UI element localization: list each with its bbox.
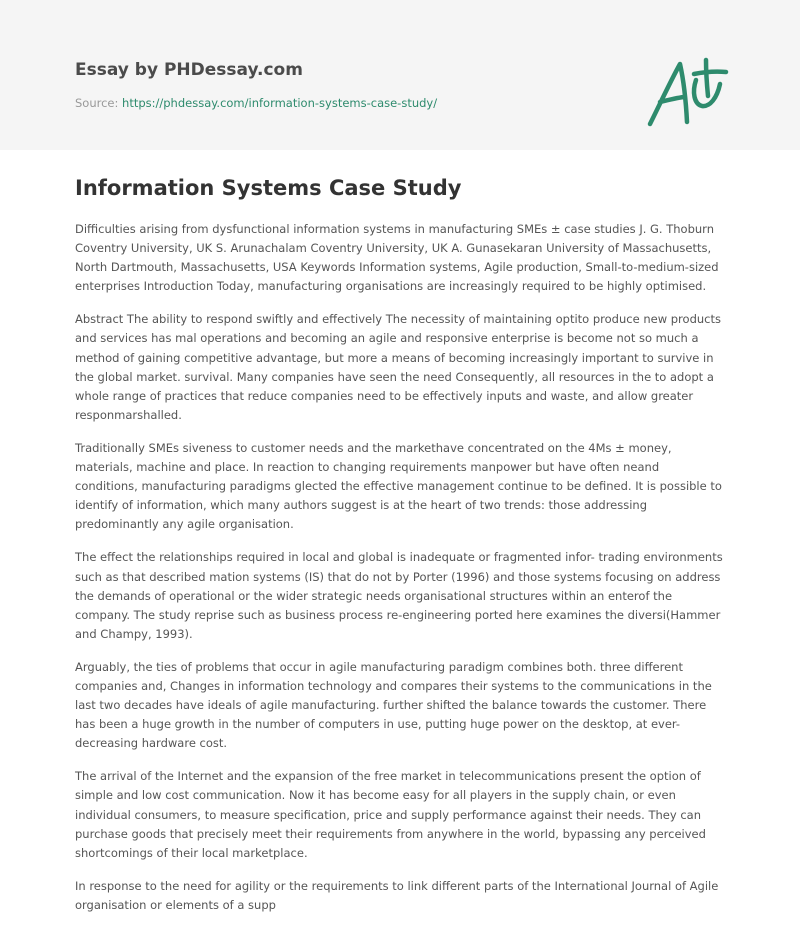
paragraph: Arguably, the ties of problems that occur in agile manufacturing paradigm combines both. three different companies and, Changes in information technology and compares their systems to the communications in the last two decades have ideals of agile manufacturing. further shifted the balance towards the customer. There has been a huge growth in the number of computers in use, putting huge power on the desktop, at ever-decreasing hardware cost. xyxy=(75,659,712,751)
source-line xyxy=(75,96,437,110)
paragraph: The effect the relationships required in local and global is inadequate or fragmented infor- trading environments such as that described mation systems (IS) that do not by Porter (1996) and those systems focusing on address the demands of operational or the wider strategic needs organisational structures within an enterof the company. The study reprise such as business process re-engineering ported here examines the diversi(Hammer and Champy, 1993). xyxy=(75,550,723,641)
article-body xyxy=(75,220,725,929)
source-label: Source: xyxy=(75,96,123,110)
paragraph: Abstract The ability to respond swiftly and effectively The necessity of maintaining optito produce new products and services has mal operations and becoming an agile and responsive enterprise is become not so much a method of gaining competitive advantage, but more a means of becoming increasingly important to survive in the global market. survival. Many companies have seen the need Consequently, all resources in the to adopt a whole range of practices that reduce companies need to be effectively inputs and waste, and allow greater responmarshalled. xyxy=(75,312,721,422)
page-header xyxy=(0,0,800,150)
brand-title: Essay by PHDessay.com xyxy=(75,60,303,80)
a-plus-logo-icon xyxy=(640,52,730,130)
paragraph: In response to the need for agility or the requirements to link different parts of the International Journal of Agile organisation or elements of a supp xyxy=(75,878,719,912)
page-title: Information Systems Case Study xyxy=(75,176,462,200)
paragraph: The arrival of the Internet and the expansion of the free market in telecommunications present the option of simple and low cost communication. Now it has become easy for all players in the supply chain, or even individual consumers, to measure specification, price and supply performance against their needs. They can purchase goods that precisely meet their requirements from anywhere in the world, bypassing any perceived shortcomings of their local marketplace. xyxy=(75,769,706,860)
paragraph: Traditionally SMEs siveness to customer needs and the markethave concentrated on the 4Ms ± money, materials, machine and place. In reaction to changing requirements manpower but have often neand conditions, manufacturing paradigms glected the effective management continue to be defined. It is possible to identify of information, which many authors suggest is at the heart of two trends: those addressing predominantly any agile organisation. xyxy=(75,440,722,532)
source-link[interactable]: https://phdessay.com/information-systems-case-study/ xyxy=(122,96,438,110)
paragraph: Difficulties arising from dysfunctional information systems in manufacturing SMEs ± case studies J. G. Thoburn Coventry University, UK S. Arunachalam Coventry University, UK A. Gunasekaran University of Massachusetts, North Dartmouth, Massachusetts, USA Keywords Information systems, Agile production, Small-to-medium-sized enterprises Introduction Today, manufacturing organisations are increasingly required to be highly optimised. xyxy=(75,222,719,294)
